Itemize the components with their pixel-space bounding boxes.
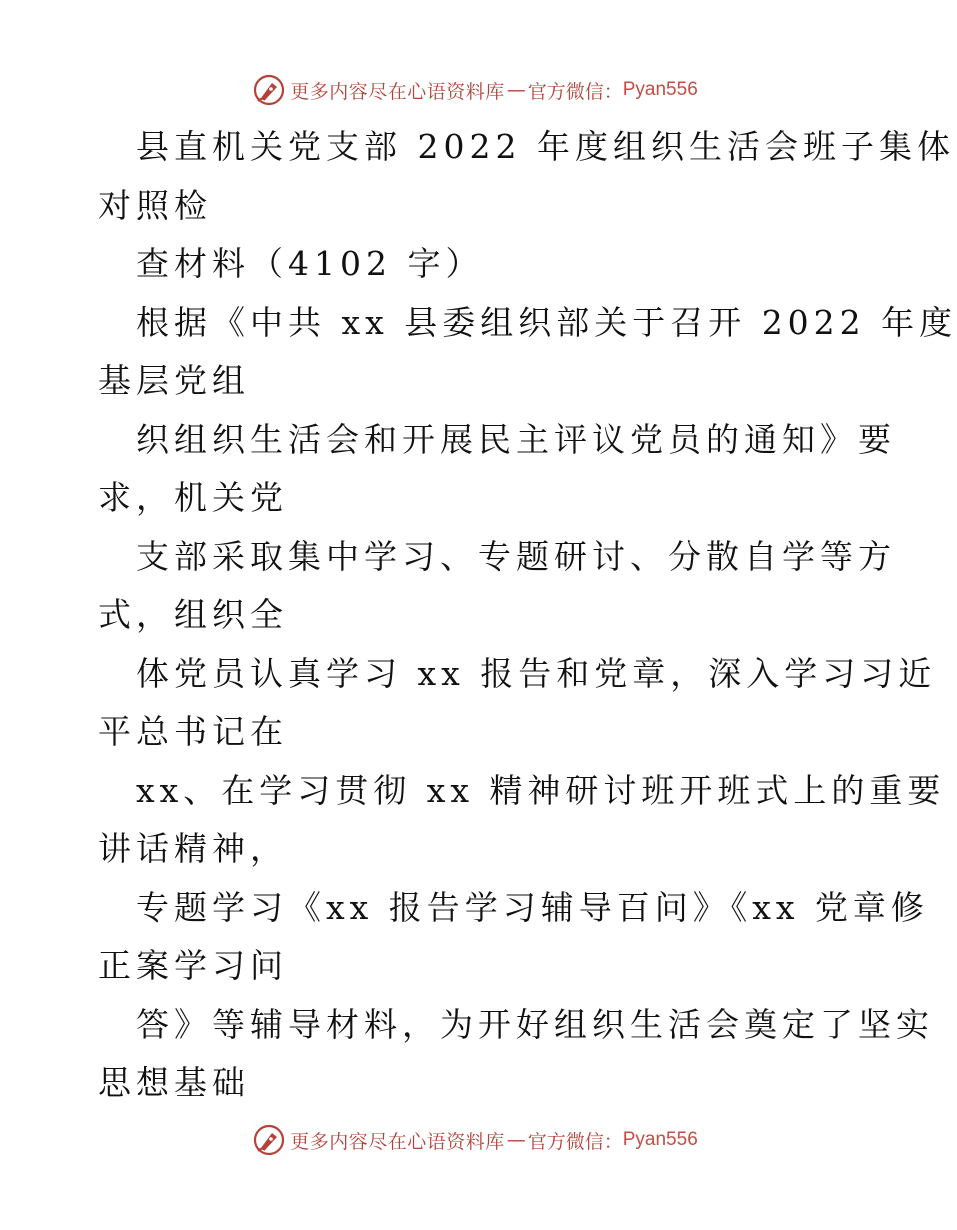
watermark-brand: 更多内容尽在心语资料库 — [290, 1130, 505, 1153]
watermark-wechat-label: 官方微信： — [527, 1130, 623, 1153]
watermark-wechat-id: Pyan556 — [622, 1129, 698, 1150]
document-line: 正案学习问 — [98, 946, 288, 985]
document-line: 查材料（4102 字） — [136, 244, 484, 283]
document-line: 式，组织全 — [98, 595, 288, 634]
document-line: 专题学习《xx 报告学习辅导百问》《xx 党章修 — [136, 887, 929, 927]
document-body — [98, 118, 957, 1113]
watermark-wechat-label: 官方微信： — [527, 80, 623, 103]
document-line: 讲话精神， — [98, 829, 288, 868]
document-line: 支部采取集中学习、专题研讨、分散自学等方 — [136, 536, 896, 576]
watermark-separator: — — [506, 79, 526, 101]
watermark-banner-bottom — [0, 1120, 950, 1160]
document-line: 思想基础 — [98, 1063, 250, 1102]
document-line: 根据《中共 xx 县委组织部关于召开 2022 年度 — [136, 302, 957, 342]
watermark-brand: 更多内容尽在心语资料库 — [290, 80, 505, 103]
watermark-wechat-id: Pyan556 — [622, 79, 698, 100]
document-line: 求，机关党 — [98, 478, 288, 517]
pen-nib-logo-icon — [252, 73, 286, 107]
document-line: xx、在学习贯彻 xx 精神研讨班开班式上的重要 — [136, 770, 946, 810]
document-line: 答》等辅导材料，为开好组织生活会奠定了坚实 — [136, 1004, 934, 1044]
document-line: 平总书记在 — [98, 712, 288, 751]
watermark-banner-top — [0, 70, 950, 110]
document-line: 基层党组 — [98, 361, 250, 400]
document-line: 织组织生活会和开展民主评议党员的通知》要 — [136, 419, 896, 459]
document-line: 对照检 — [98, 185, 212, 225]
pen-nib-logo-icon — [252, 1123, 286, 1157]
document-line: 体党员认真学习 xx 报告和党章，深入学习习近 — [136, 653, 937, 693]
document-line: 县直机关党支部 2022 年度组织生活会班子集体 — [136, 127, 955, 166]
watermark-separator: — — [506, 1129, 526, 1151]
